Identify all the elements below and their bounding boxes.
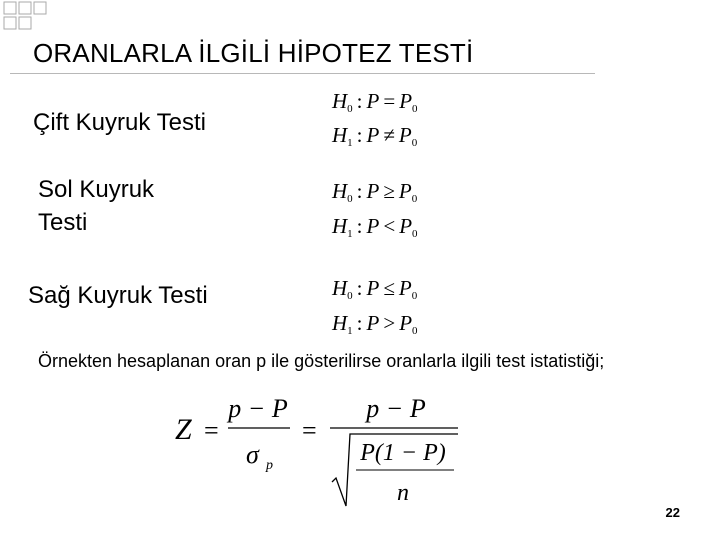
hypothesis-h0-left-tailed: $H_0$ : $P \ge P_0$	[332, 179, 418, 205]
corner-squares-decoration	[0, 0, 80, 40]
hypothesis-h1-right-tailed: $H_1$ : $P > P_0$	[332, 311, 418, 337]
test-label-left-tailed: Sol Kuyruk Testi	[38, 176, 155, 236]
z-test-statistic-formula	[170, 392, 470, 512]
formula-z: Z	[175, 413, 192, 446]
formula-numerator-2: p − P	[366, 394, 426, 423]
test-label-right-tailed: Sağ Kuyruk Testi	[28, 282, 208, 309]
title-divider	[10, 73, 595, 74]
hypothesis-h0-right-tailed: $H_0$ : $P \le P_0$	[332, 276, 418, 302]
hypothesis-h1-two-tailed: $H_1$ : $P \ne P_0$	[332, 123, 418, 149]
hypothesis-h1-left-tailed: $H_1$ : $P < P_0$	[332, 214, 418, 240]
page-number: 22	[665, 505, 680, 520]
formula-equals-1: =	[204, 416, 219, 445]
hypothesis-h0-two-tailed: $H_0$ : $P = P_0$	[332, 89, 418, 115]
formula-denominator-sigma: σ	[246, 440, 259, 469]
formula-numerator-1: p − P	[228, 394, 288, 423]
formula-equals-2: =	[302, 416, 317, 445]
test-statistic-description: Örnekten hesaplanan oran p ile gösterilirse oranlarla ilgili test istatistiği;	[38, 351, 605, 371]
formula-denominator-sigma-subscript: p	[266, 458, 273, 473]
page-title: ORANLARLA İLGİLİ HİPOTEZ TESTİ	[33, 38, 474, 68]
test-label-two-tailed: Çift Kuyruk Testi	[33, 109, 206, 136]
formula-root-denominator: n	[397, 480, 409, 506]
formula-root-numerator: P(1 − P)	[360, 440, 446, 466]
